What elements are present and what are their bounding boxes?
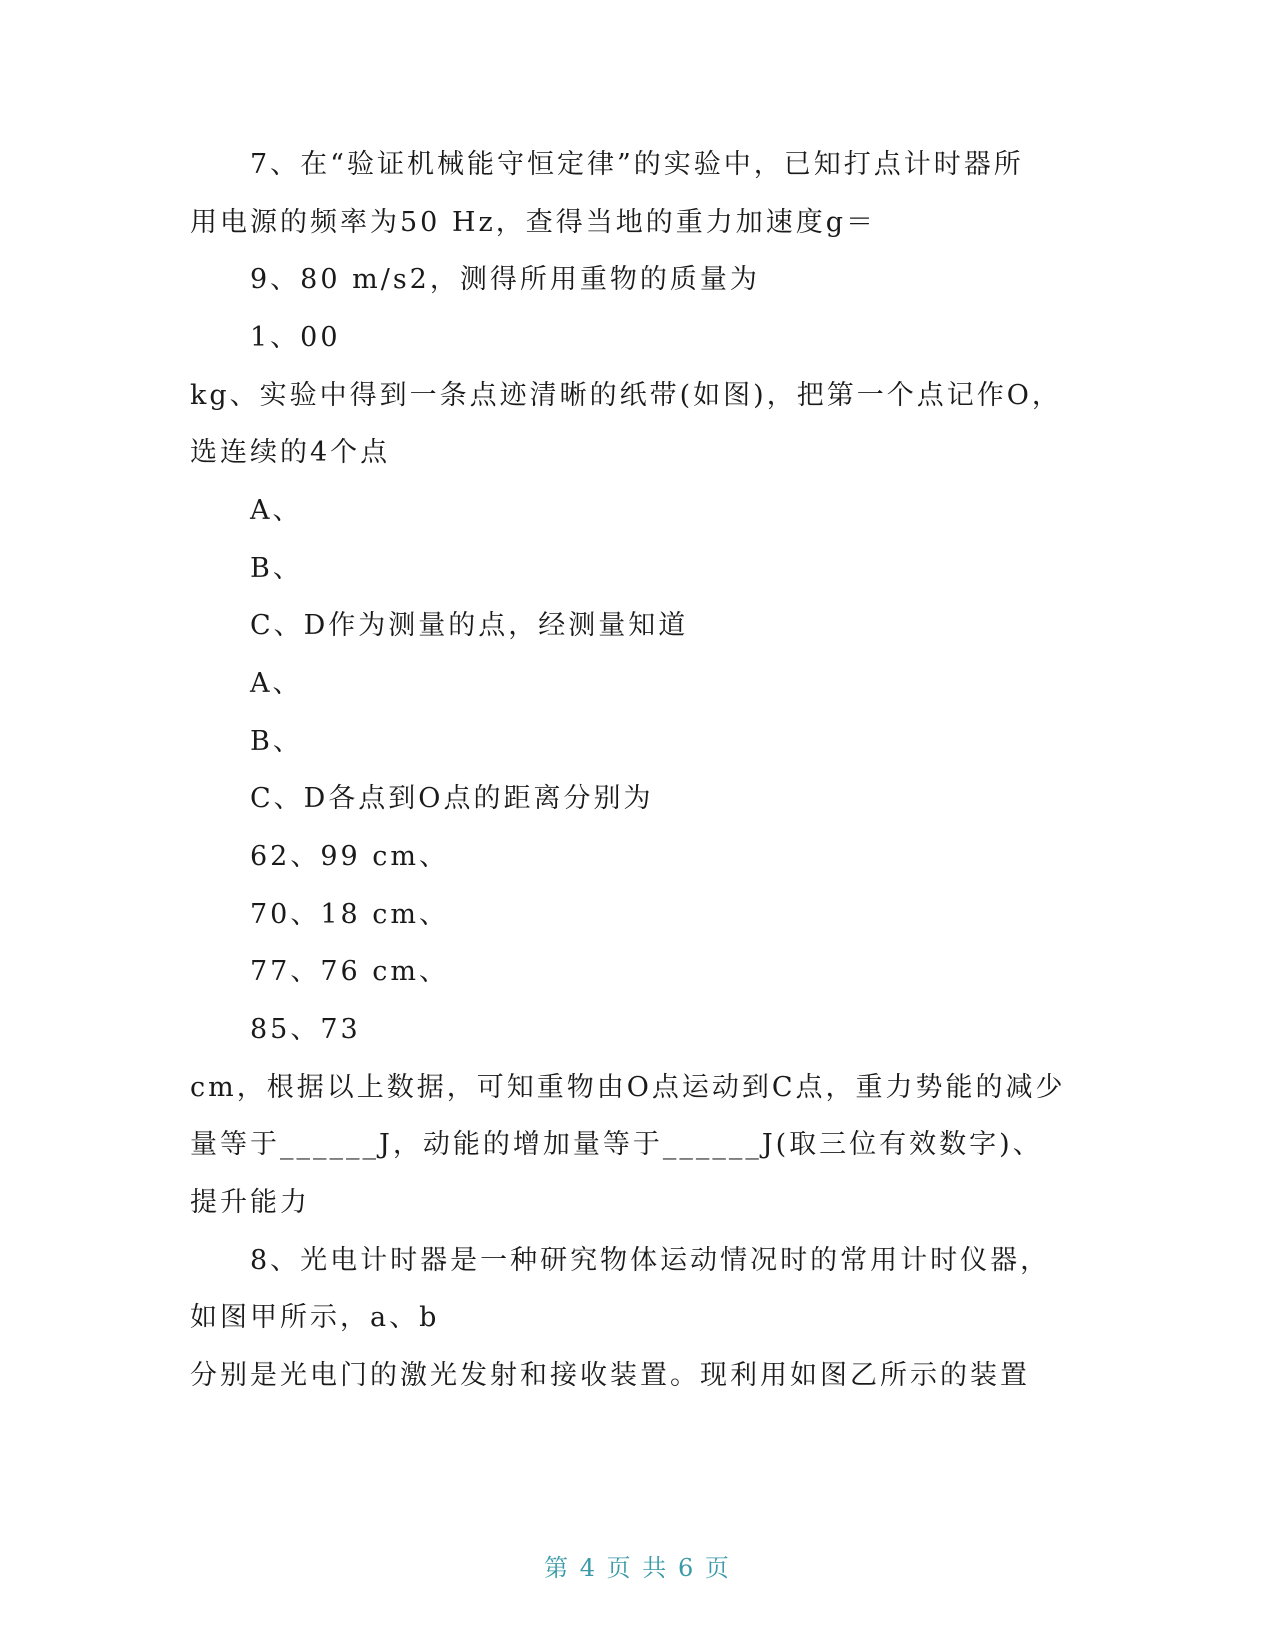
text-line: 8、光电计时器是一种研究物体运动情况时的常用计时仪器， bbox=[250, 1245, 1051, 1276]
text-line: B、 bbox=[250, 553, 303, 584]
text-line: 提升能力 bbox=[190, 1187, 310, 1218]
text-line: kg、实验中得到一条点迹清晰的纸带(如图)，把第一个点记作O， bbox=[190, 380, 1062, 411]
text-line: 70、18 cm、 bbox=[250, 899, 450, 930]
text-line: 77、76 cm、 bbox=[250, 956, 450, 987]
text-line: 用电源的频率为50 Hz，查得当地的重力加速度g＝ bbox=[190, 207, 876, 238]
text-line: cm，根据以上数据，可知重物由O点运动到C点，重力势能的减少 bbox=[190, 1072, 1066, 1103]
text-line: C、D作为测量的点，经测量知道 bbox=[250, 610, 689, 641]
text-line: 9、80 m/s2，测得所用重物的质量为 bbox=[250, 264, 760, 295]
text-line: 85、73 bbox=[250, 1014, 361, 1045]
text-line: 62、99 cm、 bbox=[250, 841, 450, 872]
text-line: 量等于______J，动能的增加量等于______J(取三位有效数字)、 bbox=[190, 1129, 1043, 1160]
text-line: C、D各点到O点的距离分别为 bbox=[250, 783, 654, 814]
text-line: 分别是光电门的激光发射和接收装置。现利用如图乙所示的装置 bbox=[190, 1360, 1030, 1391]
text-line: 选连续的4个点 bbox=[190, 437, 391, 468]
text-line: A、 bbox=[250, 495, 303, 526]
text-line: A、 bbox=[250, 668, 303, 699]
text-line: 1、00 bbox=[250, 322, 341, 353]
text-line: B、 bbox=[250, 726, 303, 757]
page-number-footer: 第 4 页 共 6 页 bbox=[544, 1554, 731, 1582]
text-line: 7、在“验证机械能守恒定律”的实验中，已知打点计时器所 bbox=[250, 149, 1024, 180]
text-line: 如图甲所示，a、b bbox=[190, 1302, 440, 1333]
